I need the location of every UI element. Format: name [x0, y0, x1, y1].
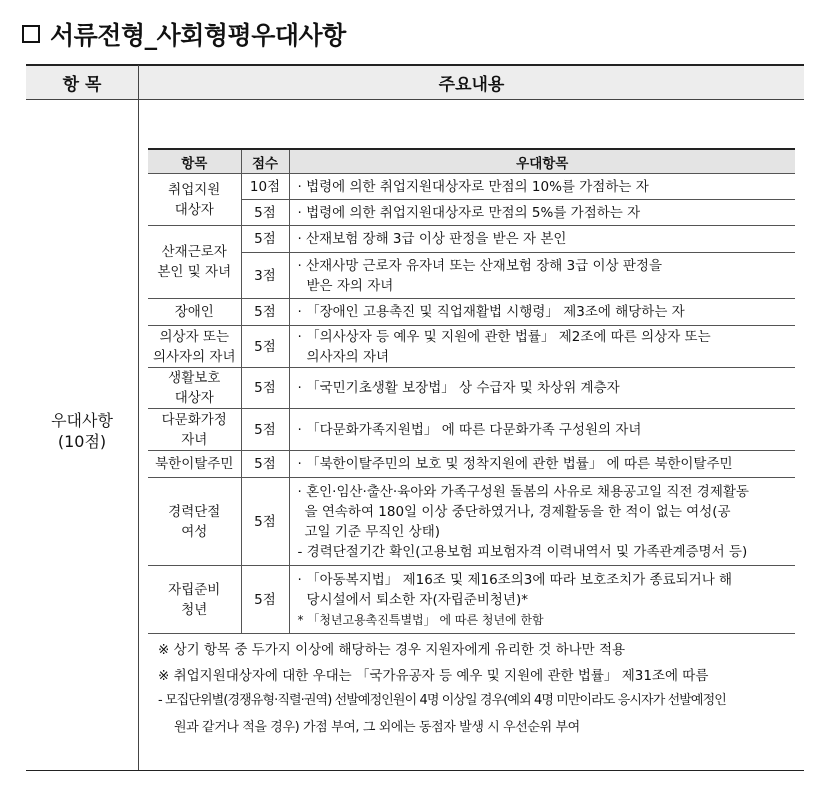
preference-cell — [289, 478, 795, 566]
score-cell: 5점 — [241, 451, 289, 478]
outer-table-bottom-rule — [26, 770, 804, 771]
preference-line: - 경력단절기간 확인(고용보험 피보험자격 이력내역서 및 가족관계증명서 등) — [297, 543, 748, 560]
item-line: 의사자의 자녀 — [152, 348, 236, 365]
item-line: 청년 — [181, 601, 208, 618]
item-cell: 북한이탈주민 — [148, 451, 241, 478]
table-row — [148, 409, 795, 451]
item-line: 다문화가정 — [161, 411, 227, 428]
preference-line: 을 연속하여 180일 이상 중단하였거나, 경제활동을 한 적이 없는 여성(공 — [304, 503, 731, 520]
outer-column-divider — [138, 65, 139, 770]
score-cell: 5점 — [241, 368, 289, 409]
preference-line: 고일 기준 무직인 상태) — [304, 523, 441, 540]
table-row — [148, 200, 795, 226]
preference-line: · 「의사상자 등 예우 및 지원에 관한 법률」 제2조에 따른 의상자 또는 — [297, 328, 711, 345]
item-cell — [148, 226, 241, 299]
preference-cell — [289, 326, 795, 368]
item-line: 취업지원 — [168, 181, 221, 198]
table-row — [148, 368, 795, 409]
item-line: 산재근로자 — [161, 244, 227, 260]
header-preference: 우대항목 — [289, 149, 795, 174]
note-line: 원과 같거나 적을 경우) 가점 부여, 그 외에는 동점자 발생 시 우선순위 부여 — [174, 720, 580, 735]
item-line: 여성 — [181, 523, 208, 540]
item-line: 대상자 — [174, 390, 214, 406]
preference-cell — [289, 566, 795, 634]
preference-cell: · 법령에 의한 취업지원대상자로 만점의 5%를 가점하는 자 — [289, 200, 795, 226]
note-line: ※ 상기 항목 중 두가지 이상에 해당하는 경우 지원자에게 유리한 것 하나만 적용 — [158, 642, 626, 658]
item-cell — [148, 174, 241, 226]
table-row — [148, 478, 795, 566]
preference-cell: · 법령에 의한 취업지원대상자로 만점의 10%를 가점하는 자 — [289, 174, 795, 200]
outer-header-bottom-rule — [26, 99, 804, 100]
score-cell: 5점 — [241, 200, 289, 226]
preference-cell: · 「북한이탈주민의 보호 및 정착지원에 관한 법률」 에 따른 북한이탈주민 — [289, 451, 795, 478]
page-title — [22, 14, 346, 54]
outer-header-content: 주요내용 — [438, 75, 505, 95]
item-cell — [148, 368, 241, 409]
score-cell: 3점 — [241, 253, 289, 299]
item-cell — [148, 566, 241, 634]
item-line: 생활보호 — [168, 370, 221, 386]
item-line: 대상자 — [174, 201, 214, 218]
preference-line: * 「청년고용촉진특별법」 에 따른 청년에 한함 — [297, 612, 544, 627]
score-cell: 10점 — [241, 174, 289, 200]
score-cell: 5점 — [241, 299, 289, 326]
checkbox-square-icon — [22, 25, 40, 43]
page-title-text: 서류전형_사회형평우대사항 — [50, 21, 346, 50]
table-row — [148, 451, 795, 478]
row-label-line1: 우대사항 — [51, 411, 113, 430]
row-label-preference — [26, 410, 138, 452]
row-label-line2: (10점) — [57, 432, 107, 451]
table-row — [148, 566, 795, 634]
table-row — [148, 299, 795, 326]
item-line: 의상자 또는 — [159, 328, 229, 345]
preference-line: · 혼인·임산·출산·육아와 가족구성원 돌봄의 사유로 채용공고일 직전 경제활동 — [297, 483, 749, 500]
preference-table — [148, 148, 795, 634]
item-line: 자녀 — [181, 431, 208, 448]
item-cell: 장애인 — [148, 299, 241, 326]
notes — [158, 637, 798, 743]
score-cell: 5점 — [241, 326, 289, 368]
score-cell: 5점 — [241, 478, 289, 566]
table-header-row — [148, 149, 795, 174]
score-cell: 5점 — [241, 409, 289, 451]
preference-line: 받은 자의 자녀 — [306, 277, 394, 294]
score-cell: 5점 — [241, 566, 289, 634]
table-row — [148, 226, 795, 253]
preference-line: 당시설에서 퇴소한 자(자립준비청년)* — [306, 591, 528, 608]
preference-cell: · 「국민기초생활 보장법」 상 수급자 및 차상위 계층자 — [289, 368, 795, 409]
preference-cell: · 「다문화가족지원법」 에 따른 다문화가족 구성원의 자녀 — [289, 409, 795, 451]
preference-cell: · 산재보험 장해 3급 이상 판정을 받은 자 본인 — [289, 226, 795, 253]
score-cell: 5점 — [241, 226, 289, 253]
header-item: 항목 — [148, 149, 241, 174]
preference-cell: · 「장애인 고용촉진 및 직업재활법 시행령」 제3조에 해당하는 자 — [289, 299, 795, 326]
item-cell — [148, 478, 241, 566]
item-line: 자립준비 — [168, 581, 221, 598]
preference-line: · 「아동복지법」 제16조 및 제16조의3에 따라 보호조치가 종료되거나 해 — [297, 571, 733, 588]
item-cell — [148, 409, 241, 451]
preference-line: · 산재사망 근로자 유자녀 또는 산재보험 장해 3급 이상 판정을 — [297, 257, 662, 274]
header-score: 점수 — [241, 149, 289, 174]
item-line: 경력단절 — [168, 503, 221, 520]
outer-header-item: 항 목 — [62, 75, 102, 95]
item-cell — [148, 326, 241, 368]
note-line: ※ 취업지원대상자에 대한 우대는 「국가유공자 등 예우 및 지원에 관한 법률」 제31조에 따름 — [158, 668, 709, 684]
preference-line: 의사자의 자녀 — [306, 348, 390, 365]
table-row — [148, 174, 795, 200]
item-line: 본인 및 자녀 — [157, 264, 232, 280]
table-row — [148, 326, 795, 368]
preference-cell — [289, 253, 795, 299]
note-line: - 모집단위별(경쟁유형·직렬·권역) 선발예정인원이 4명 이상일 경우(예외 4명 미만이라도 응시자가 선발예정인 — [158, 693, 726, 708]
table-row — [148, 253, 795, 299]
